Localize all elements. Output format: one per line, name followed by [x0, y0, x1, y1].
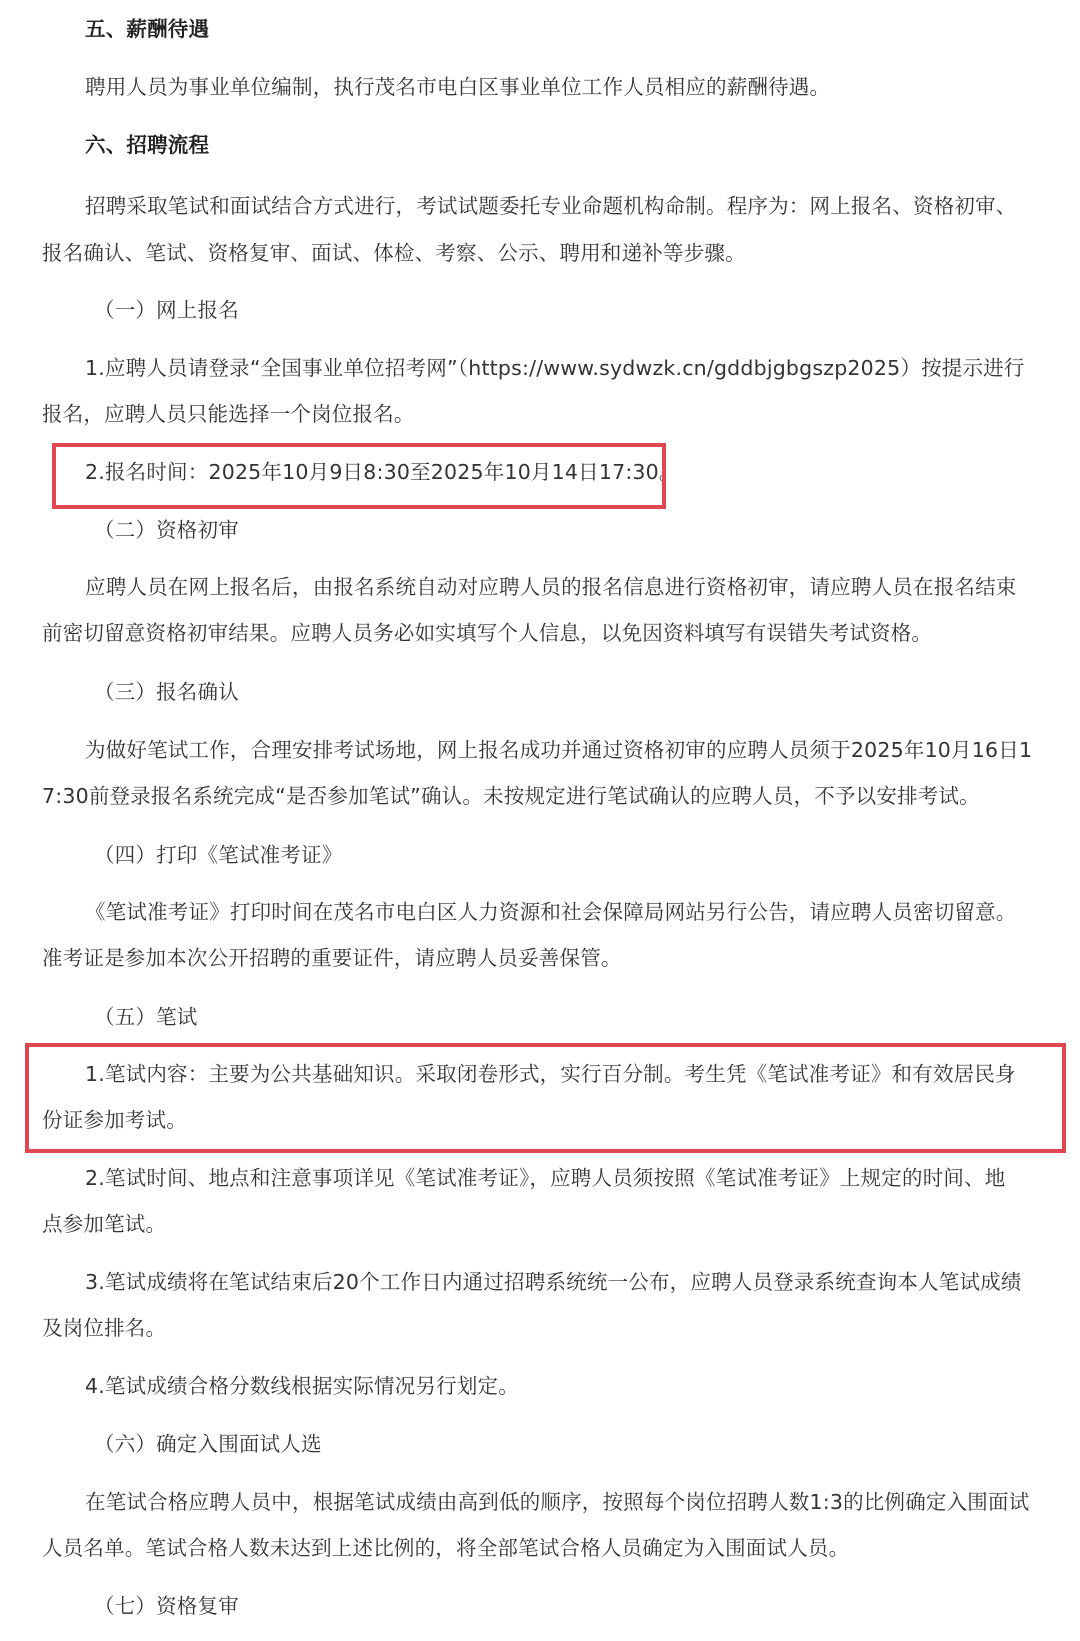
text-line-sub6-body-1: 在笔试合格应聘人员中，根据笔试成绩由高到低的顺序，按照每个岗位招聘人数1:3的比例确定入围面试: [85, 1490, 1030, 1514]
text-line-sub6-body-2: 人员名单。笔试合格人数未达到上述比例的，将全部笔试合格人员确定为入围面试人员。: [42, 1536, 850, 1560]
text-line-sub5-p3-1: 3.笔试成绩将在笔试结束后20个工作日内通过招聘系统统一公布，应聘人员登录系统查询本人笔试成绩: [85, 1270, 1022, 1294]
text-line-sub2-body-1: 应聘人员在网上报名后，由报名系统自动对应聘人员的报名信息进行资格初审，请应聘人员在报名结束: [85, 575, 1017, 599]
text-line-sub4-title: （四）打印《笔试准考证》: [94, 843, 343, 867]
text-line-sub1-title: （一）网上报名: [94, 298, 239, 322]
text-line-sub5-p1-2: 份证参加考试。: [42, 1108, 187, 1132]
text-line-sub3-title: （三）报名确认: [94, 680, 239, 704]
text-line-sub1-p1-1: 1.应聘人员请登录“全国事业单位招考网”（https://www.sydwzk.cn/gddbjgbgszp2025）按提示进行: [85, 356, 1025, 380]
text-line-sub7-title: （七）资格复审: [94, 1594, 239, 1618]
text-line-sec6-title: 六、招聘流程: [85, 133, 210, 157]
text-line-sub4-body-1: 《笔试准考证》打印时间在茂名市电白区人力资源和社会保障局网站另行公告，请应聘人员密切留意。: [85, 900, 1017, 924]
text-line-sub5-p3-2: 及岗位排名。: [42, 1316, 167, 1340]
text-line-sub2-title: （二）资格初审: [94, 518, 239, 542]
text-line-sub2-body-2: 前密切留意资格初审结果。应聘人员务必如实填写个人信息，以免因资料填写有误错失考试资格。: [42, 621, 933, 645]
text-line-sub1-p2: 2.报名时间：2025年10月9日8:30至2025年10月14日17:30。: [85, 460, 680, 484]
text-line-sec6-body-1: 招聘采取笔试和面试结合方式进行，考试试题委托专业命题机构命制。程序为：网上报名、资格初审、: [85, 194, 1017, 218]
text-line-sub5-p2-1: 2.笔试时间、地点和注意事项详见《笔试准考证》，应聘人员须按照《笔试准考证》上规定的时间、地: [85, 1166, 1006, 1190]
text-line-sub3-body-2: 7:30前登录报名系统完成“是否参加笔试”确认。未按规定进行笔试确认的应聘人员，不予以安排考试。: [42, 784, 980, 808]
text-line-sub4-body-2: 准考证是参加本次公开招聘的重要证件，请应聘人员妥善保管。: [42, 946, 622, 970]
text-line-sub5-title: （五）笔试: [94, 1005, 198, 1029]
text-line-sub3-body-1: 为做好笔试工作，合理安排考试场地，网上报名成功并通过资格初审的应聘人员须于2025年10月16日1: [85, 738, 1033, 762]
text-line-sub5-p2-2: 点参加笔试。: [42, 1212, 167, 1236]
text-line-sub5-p4: 4.笔试成绩合格分数线根据实际情况另行划定。: [85, 1374, 519, 1398]
text-line-sub6-title: （六）确定入围面试人选: [94, 1432, 322, 1456]
text-line-sec5-body: 聘用人员为事业单位编制，执行茂名市电白区事业单位工作人员相应的薪酬待遇。: [85, 75, 831, 99]
text-line-sub5-p1-1: 1.笔试内容：主要为公共基础知识。采取闭卷形式，实行百分制。考生凭《笔试准考证》和有效居民身: [85, 1062, 1016, 1086]
text-line-sub1-p1-2: 报名，应聘人员只能选择一个岗位报名。: [42, 402, 415, 426]
text-line-sec6-body-2: 报名确认、笔试、资格复审、面试、体检、考察、公示、聘用和递补等步骤。: [42, 241, 746, 265]
text-line-sec5-title: 五、薪酬待遇: [85, 17, 210, 41]
